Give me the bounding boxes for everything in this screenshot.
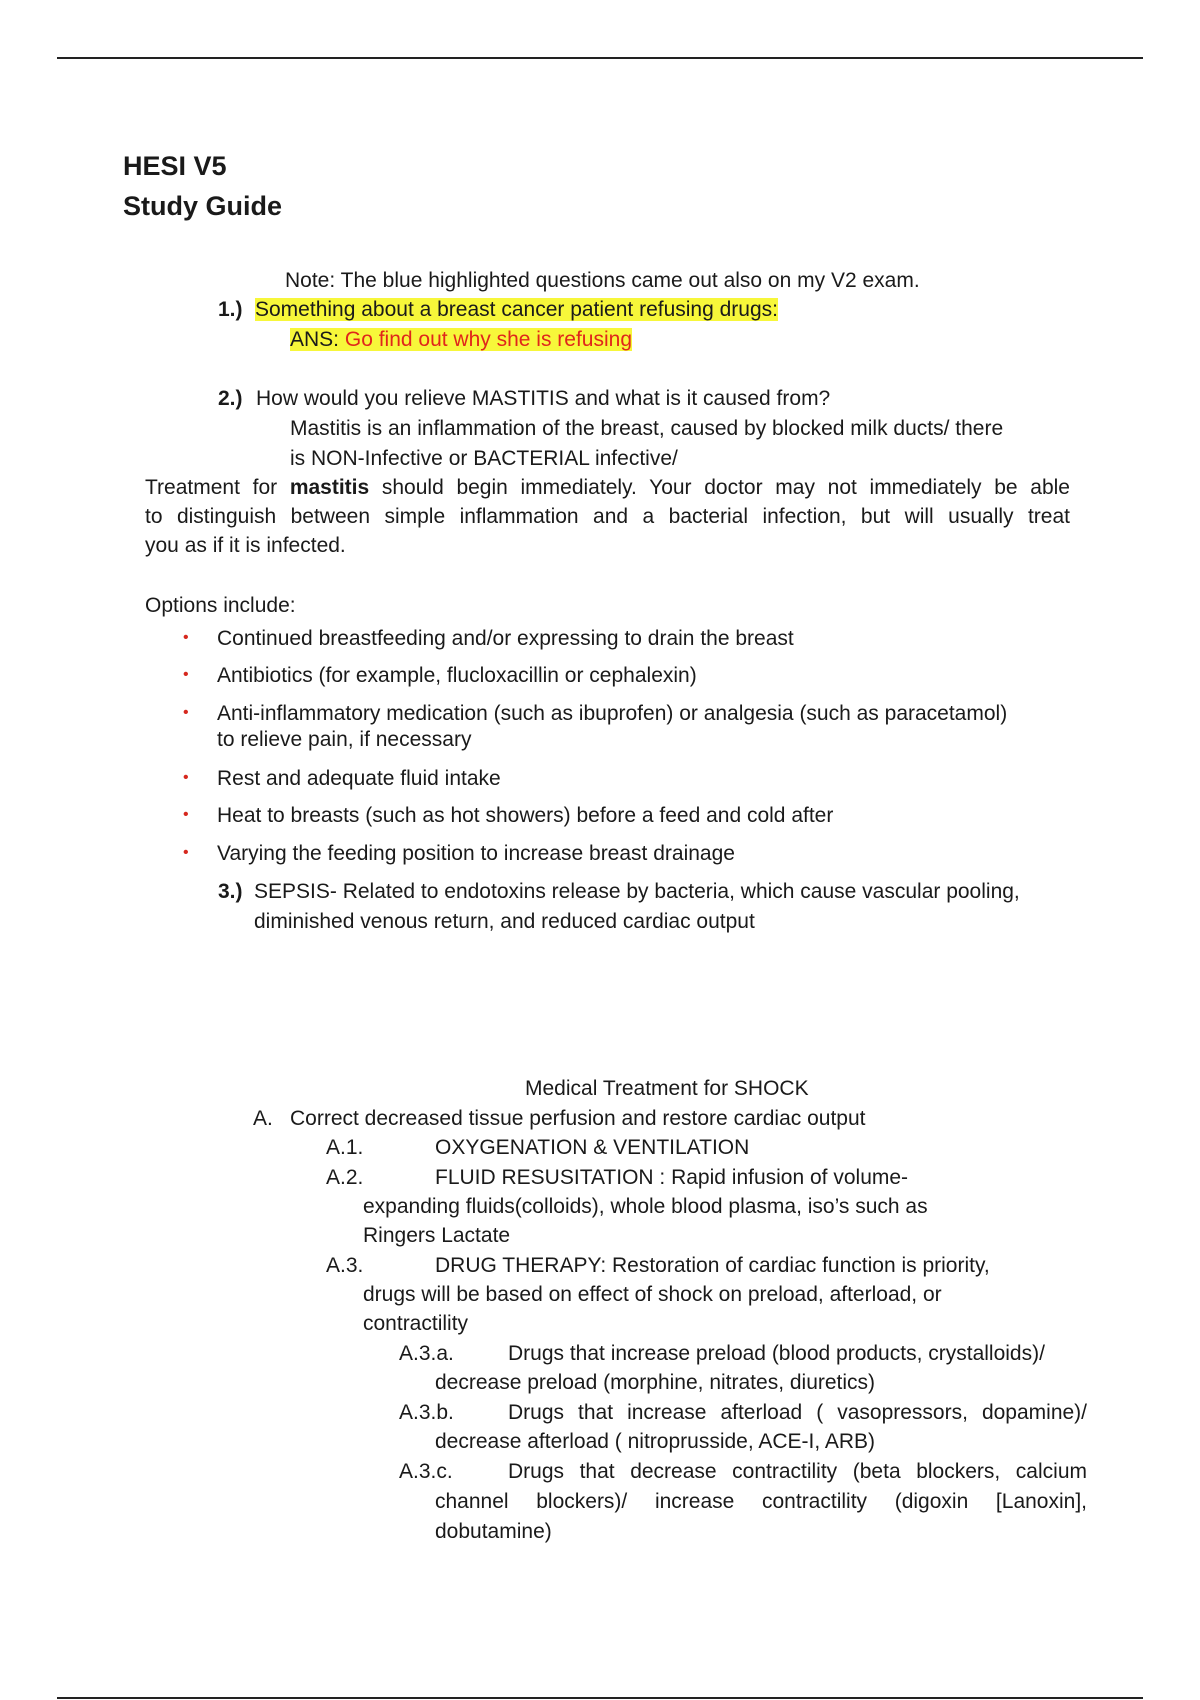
shock-a3b-line1: Drugs that increase afterload ( vasopressors, dopamine)/ bbox=[508, 1401, 1087, 1424]
bullet-icon: • bbox=[183, 769, 189, 786]
shock-a3-line3: contractility bbox=[363, 1312, 469, 1335]
shock-a3-label: A.3. bbox=[326, 1254, 364, 1277]
option-item: Continued breastfeeding and/or expressing to drain the breast bbox=[217, 627, 794, 650]
shock-a1-label: A.1. bbox=[326, 1136, 364, 1159]
bullet-icon: • bbox=[183, 806, 189, 823]
q1-answer-text: Go find out why she is refusing bbox=[344, 328, 633, 351]
q1-question-text: Something about a breast cancer patient refusing drugs: bbox=[255, 298, 778, 321]
shock-a3b-line2: decrease afterload ( nitroprusside, ACE-I, ARB) bbox=[435, 1430, 876, 1453]
shock-a3-line1: DRUG THERAPY: Restoration of cardiac function is priority, bbox=[435, 1254, 990, 1277]
bullet-icon: • bbox=[183, 666, 189, 683]
bullet-icon: • bbox=[183, 704, 189, 721]
shock-a3b-label: A.3.b. bbox=[399, 1401, 454, 1424]
treatment-line3: you as if it is infected. bbox=[145, 534, 346, 557]
top-rule bbox=[57, 57, 1143, 59]
treatment-line2: to distinguish between simple inflammation and a bacterial infection, but will usually treat bbox=[145, 505, 1070, 528]
q2-answer-line1: Mastitis is an inflammation of the breast, caused by blocked milk ducts/ there bbox=[290, 417, 1004, 440]
shock-a1-text: OXYGENATION & VENTILATION bbox=[435, 1136, 750, 1159]
shock-a3c-label: A.3.c. bbox=[399, 1460, 453, 1483]
q2-number: 2.) bbox=[218, 387, 243, 410]
shock-a-text: Correct decreased tissue perfusion and restore cardiac output bbox=[290, 1107, 866, 1130]
bottom-rule bbox=[57, 1697, 1143, 1699]
shock-a-label: A. bbox=[253, 1107, 273, 1130]
treatment-pre: Treatment for bbox=[145, 476, 278, 499]
bullet-icon: • bbox=[183, 629, 189, 646]
option-item: Anti-inflammatory medication (such as ibuprofen) or analgesia (such as paracetamol) bbox=[217, 702, 1008, 725]
option-item: Antibiotics (for example, flucloxacillin or cephalexin) bbox=[217, 664, 697, 687]
options-heading: Options include: bbox=[145, 594, 296, 617]
q3-line2: diminished venous return, and reduced cardiac output bbox=[254, 910, 755, 933]
note-text: Note: The blue highlighted questions came out also on my V2 exam. bbox=[285, 269, 920, 292]
document-title-line1: HESI V5 bbox=[123, 151, 227, 181]
option-item: Rest and adequate fluid intake bbox=[217, 767, 501, 790]
shock-a3-line2: drugs will be based on effect of shock on preload, afterload, or bbox=[363, 1283, 942, 1306]
q1-question bbox=[255, 297, 778, 322]
shock-heading: Medical Treatment for SHOCK bbox=[525, 1077, 809, 1100]
q2-question: How would you relieve MASTITIS and what is it caused from? bbox=[256, 387, 831, 410]
option-item: Varying the feeding position to increase breast drainage bbox=[217, 842, 735, 865]
bullet-icon: • bbox=[183, 844, 189, 861]
document-title-line2: Study Guide bbox=[123, 191, 283, 221]
q1-answer-highlight bbox=[290, 328, 632, 351]
q3-number: 3.) bbox=[218, 880, 243, 903]
q3-line1: SEPSIS- Related to endotoxins release by bacteria, which cause vascular pooling, bbox=[254, 880, 1020, 903]
treatment-line1-rest: should begin immediately. Your doctor may not immediately be able bbox=[381, 476, 1070, 499]
treatment-line1 bbox=[145, 475, 1070, 500]
shock-a2-label: A.2. bbox=[326, 1166, 364, 1189]
shock-a3c-line2: channel blockers)/ increase contractility (digoxin [Lanoxin], bbox=[435, 1490, 1087, 1513]
q1-number: 1.) bbox=[218, 298, 243, 321]
option-item-continued: to relieve pain, if necessary bbox=[217, 728, 472, 751]
shock-a3a-line2: decrease preload (morphine, nitrates, diuretics) bbox=[435, 1371, 876, 1394]
q1-answer bbox=[290, 327, 632, 352]
shock-a3a-label: A.3.a. bbox=[399, 1342, 454, 1365]
shock-a3a-line1: Drugs that increase preload (blood products, crystalloids)/ bbox=[508, 1342, 1045, 1365]
shock-a3c-line1: Drugs that decrease contractility (beta blockers, calcium bbox=[508, 1460, 1087, 1483]
shock-a2-line3: Ringers Lactate bbox=[363, 1224, 511, 1247]
shock-a2-line1: FLUID RESUSITATION : Rapid infusion of volume- bbox=[435, 1166, 909, 1189]
q2-answer-line2: is NON-Infective or BACTERIAL infective/ bbox=[290, 447, 678, 470]
treatment-bold: mastitis bbox=[289, 476, 370, 499]
shock-a2-line2: expanding fluids(colloids), whole blood plasma, iso’s such as bbox=[363, 1195, 928, 1218]
q1-answer-label: ANS: bbox=[290, 328, 340, 351]
shock-a3c-line3: dobutamine) bbox=[435, 1520, 552, 1543]
option-item: Heat to breasts (such as hot showers) before a feed and cold after bbox=[217, 804, 834, 827]
